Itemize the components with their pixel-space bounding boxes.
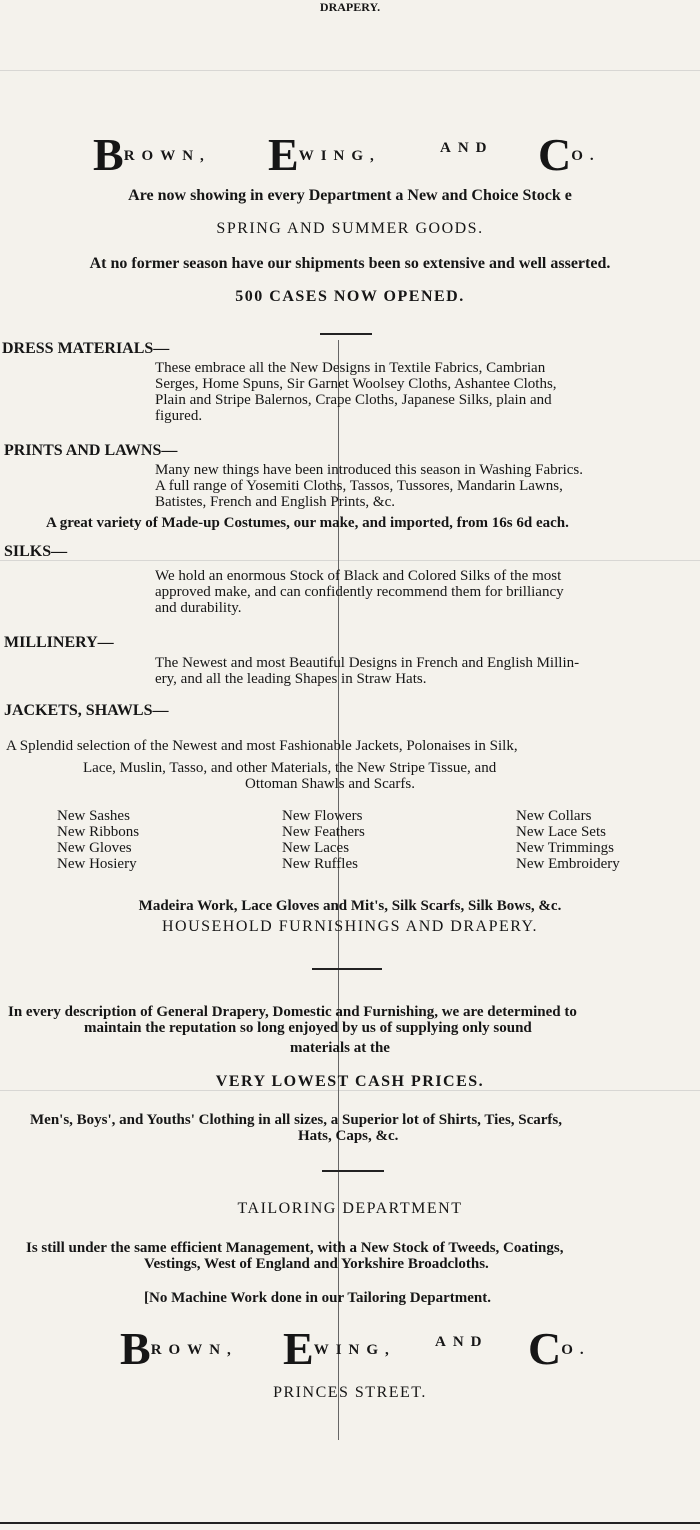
silks-line: and durability.	[155, 600, 242, 616]
millinery-line: ery, and all the leading Shapes in Straw Hats.	[155, 671, 427, 687]
intro-line: Are now showing in every Department a New and Choice Stock e	[128, 187, 572, 204]
initial-e: E	[283, 1323, 314, 1374]
novelties-column-3	[516, 808, 620, 872]
dress-line: These embrace all the New Designs in Textile Fabrics, Cambrian	[155, 360, 546, 376]
novelty-item: New Ruffles	[282, 856, 358, 872]
novelty-item: New Ribbons	[57, 824, 140, 840]
firm-word-ewing: WING,	[298, 148, 381, 164]
silks-line: approved make, and can confidently recommend them for brilliancy	[155, 584, 564, 600]
dress-line: Plain and Stripe Balernos, Crape Cloths, Japanese Silks, plain and	[155, 392, 552, 408]
novelty-item: New Sashes	[57, 808, 130, 824]
novelty-item: New Collars	[516, 808, 592, 824]
jackets-line: Lace, Muslin, Tasso, and other Materials, the New Stripe Tissue, and	[83, 760, 497, 776]
dress-line: Serges, Home Spuns, Sir Garnet Woolsey Cloths, Ashantee Cloths,	[155, 376, 557, 392]
prints-line: Batistes, French and English Prints, &c.	[155, 494, 395, 510]
firm-word-brown: ROWN,	[150, 1342, 238, 1358]
page-header	[0, 0, 700, 15]
initial-c: C	[538, 129, 572, 180]
firm-word-and: AND	[440, 140, 494, 156]
tailoring-note: [No Machine Work done in our Tailoring Department.	[144, 1290, 491, 1306]
firm-word-ewing: WING,	[313, 1342, 396, 1358]
section-heading-household: HOUSEHOLD FURNISHINGS AND DRAPERY.	[161, 918, 539, 935]
novelties-column-1	[57, 808, 139, 872]
firm-word-co: O.	[571, 148, 601, 164]
novelty-item: New Hosiery	[57, 856, 137, 872]
clothing-line: Men's, Boys', and Youths' Clothing in all sizes, a Superior lot of Shirts, Ties, Scarfs,	[30, 1112, 563, 1128]
cases-opened: 500 CASES NOW OPENED.	[235, 288, 465, 305]
divider	[322, 1170, 384, 1172]
tailoring-line: Vestings, West of England and Yorkshire Broadcloths.	[144, 1256, 489, 1272]
initial-e: E	[268, 129, 299, 180]
novelty-item: New Flowers	[282, 808, 363, 824]
jackets-line: Ottoman Shawls and Scarfs.	[245, 776, 415, 792]
novelty-item: New Trimmings	[516, 840, 614, 856]
address: PRINCES STREET.	[273, 1384, 427, 1401]
novelties-column-2	[282, 808, 365, 872]
background-bleed	[0, 560, 700, 561]
divider	[312, 968, 382, 970]
section-heading-prints: PRINTS AND LAWNS—	[4, 442, 178, 459]
prints-line: Many new things have been introduced this season in Washing Fabrics.	[155, 462, 584, 478]
firm-name-bottom	[120, 1322, 238, 1375]
madeira-line: Madeira Work, Lace Gloves and Mit's, Silk Scarfs, Silk Bows, &c.	[138, 898, 562, 914]
household-line: materials at the	[290, 1040, 390, 1056]
firm-word-and: AND	[435, 1334, 489, 1350]
novelty-item: New Feathers	[282, 824, 365, 840]
header-center: DRAPERY.	[319, 0, 381, 14]
firm-word-brown: ROWN,	[123, 148, 211, 164]
initial-b: B	[120, 1323, 151, 1374]
novelty-item: New Laces	[282, 840, 350, 856]
tailoring-line: Is still under the same efficient Management, with a New Stock of Tweeds, Coatings,	[26, 1240, 564, 1256]
firm-word-co: O.	[561, 1342, 591, 1358]
section-heading-silks: SILKS—	[4, 543, 68, 560]
dress-line: figured.	[155, 408, 203, 424]
cash-prices: VERY LOWEST CASH PRICES.	[215, 1073, 485, 1090]
firm-name-bottom-2	[283, 1322, 396, 1375]
section-heading-dress: DRESS MATERIALS—	[2, 340, 170, 357]
silks-line: We hold an enormous Stock of Black and Colored Silks of the most	[155, 568, 562, 584]
firm-name-top	[93, 128, 211, 181]
clothing-line: Hats, Caps, &c.	[298, 1128, 399, 1144]
novelty-item: New Lace Sets	[516, 824, 606, 840]
section-heading-tailoring: TAILORING DEPARTMENT	[237, 1200, 463, 1217]
firm-name-top-3	[538, 128, 601, 181]
section-heading-millinery: MILLINERY—	[4, 634, 114, 651]
background-bleed	[0, 70, 700, 71]
divider	[320, 333, 372, 335]
prints-line: A full range of Yosemiti Cloths, Tassos, Tussores, Mandarin Lawns,	[155, 478, 563, 494]
firm-name-top-2	[268, 128, 381, 181]
initial-b: B	[93, 129, 124, 180]
intro-line: At no former season have our shipments been so extensive and well asserted.	[89, 255, 611, 272]
novelty-item: New Gloves	[57, 840, 132, 856]
novelty-item: New Embroidery	[516, 856, 620, 872]
jackets-line: A Splendid selection of the Newest and most Fashionable Jackets, Polonaises in Silk,	[6, 738, 518, 754]
initial-c: C	[528, 1323, 562, 1374]
millinery-line: The Newest and most Beautiful Designs in French and English Millin-	[155, 655, 580, 671]
firm-name-bottom-3	[528, 1322, 591, 1375]
bottom-rule	[0, 1522, 700, 1524]
household-line: maintain the reputation so long enjoyed by us of supplying only sound	[84, 1020, 532, 1036]
section-heading-jackets: JACKETS, SHAWLS—	[4, 702, 169, 719]
household-line: In every description of General Drapery, Domestic and Furnishing, we are determined to	[8, 1004, 577, 1020]
season-title: SPRING AND SUMMER GOODS.	[216, 220, 484, 237]
costumes-line: A great variety of Made-up Costumes, our make, and imported, from 16s 6d each.	[46, 515, 569, 531]
